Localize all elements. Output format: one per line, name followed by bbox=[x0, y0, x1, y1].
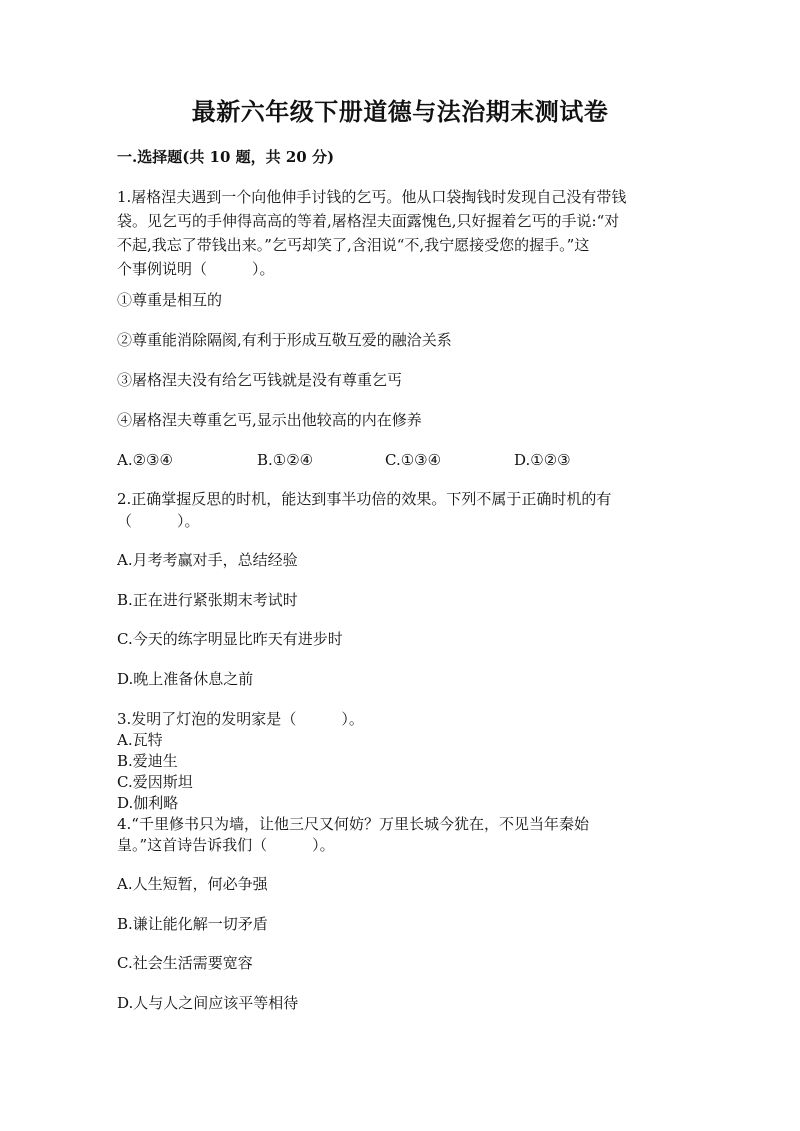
q1-statement: ④屠格涅夫尊重乞丐,显示出他较高的内在修养 bbox=[117, 411, 422, 429]
q1-option-c: C.①③④ bbox=[385, 451, 442, 469]
q2-option-c: C.今天的练字明显比昨天有进步时 bbox=[117, 630, 343, 648]
q1-statement: ②尊重能消除隔阂,有利于形成互敬互爱的融洽关系 bbox=[117, 331, 452, 349]
q1-stem-line: 不起,我忘了带钱出来。”乞丐却笑了,含泪说“不,我宁愿接受您的握手。”这 bbox=[117, 236, 590, 254]
q1-option-b: B.①②④ bbox=[257, 451, 314, 469]
q2-option-a: A.月考考赢对手，总结经验 bbox=[117, 551, 298, 569]
q3-option-d: D.伽利略 bbox=[117, 794, 179, 812]
q2-stem-line: 2.正确掌握反思的时机，能达到事半功倍的效果。下列不属于正确时机的有 bbox=[117, 490, 612, 508]
q4-option-c: C.社会生活需要宽容 bbox=[117, 954, 253, 972]
q1-option-d: D.①②③ bbox=[514, 451, 571, 469]
q4-stem-line: 皇。”这首诗告诉我们（ ）。 bbox=[117, 836, 335, 854]
q3-option-b: B.爱迪生 bbox=[117, 752, 178, 770]
q2-option-d: D.晚上准备休息之前 bbox=[117, 670, 254, 688]
page-title: 最新六年级下册道德与法治期末测试卷 bbox=[191, 97, 609, 126]
q4-stem-line: 4.“千里修书只为墙，让他三尺又何妨？万里长城今犹在，不见当年秦始 bbox=[117, 815, 589, 833]
q1-statement: ③屠格涅夫没有给乞丐钱就是没有尊重乞丐 bbox=[117, 371, 403, 389]
q1-stem-line: 个事例说明（ ）。 bbox=[117, 260, 275, 278]
q2-stem-line: （ ）。 bbox=[117, 512, 200, 530]
q1-stem-line: 袋。见乞丐的手伸得高高的等着,屠格涅夫面露愧色,只好握着乞丐的手说:“对 bbox=[117, 212, 620, 230]
q1-statement: ①尊重是相互的 bbox=[117, 291, 223, 309]
q2-option-b: B.正在进行紧张期末考试时 bbox=[117, 591, 298, 609]
q1-stem-line: 1.屠格涅夫遇到一个向他伸手讨钱的乞丐。他从口袋掏钱时发现自己没有带钱 bbox=[117, 188, 627, 206]
q4-option-d: D.人与人之间应该平等相待 bbox=[117, 994, 299, 1012]
q4-option-a: A.人生短暂，何必争强 bbox=[117, 875, 268, 893]
q3-option-c: C.爱因斯坦 bbox=[117, 773, 193, 791]
section-heading: 一.选择题(共 10 题，共 20 分) bbox=[117, 148, 335, 166]
q4-option-b: B.谦让能化解一切矛盾 bbox=[117, 915, 268, 933]
q3-option-a: A.瓦特 bbox=[117, 731, 163, 749]
q1-option-a: A.②③④ bbox=[117, 451, 173, 469]
q3-stem: 3.发明了灯泡的发明家是（ ）。 bbox=[117, 710, 364, 728]
